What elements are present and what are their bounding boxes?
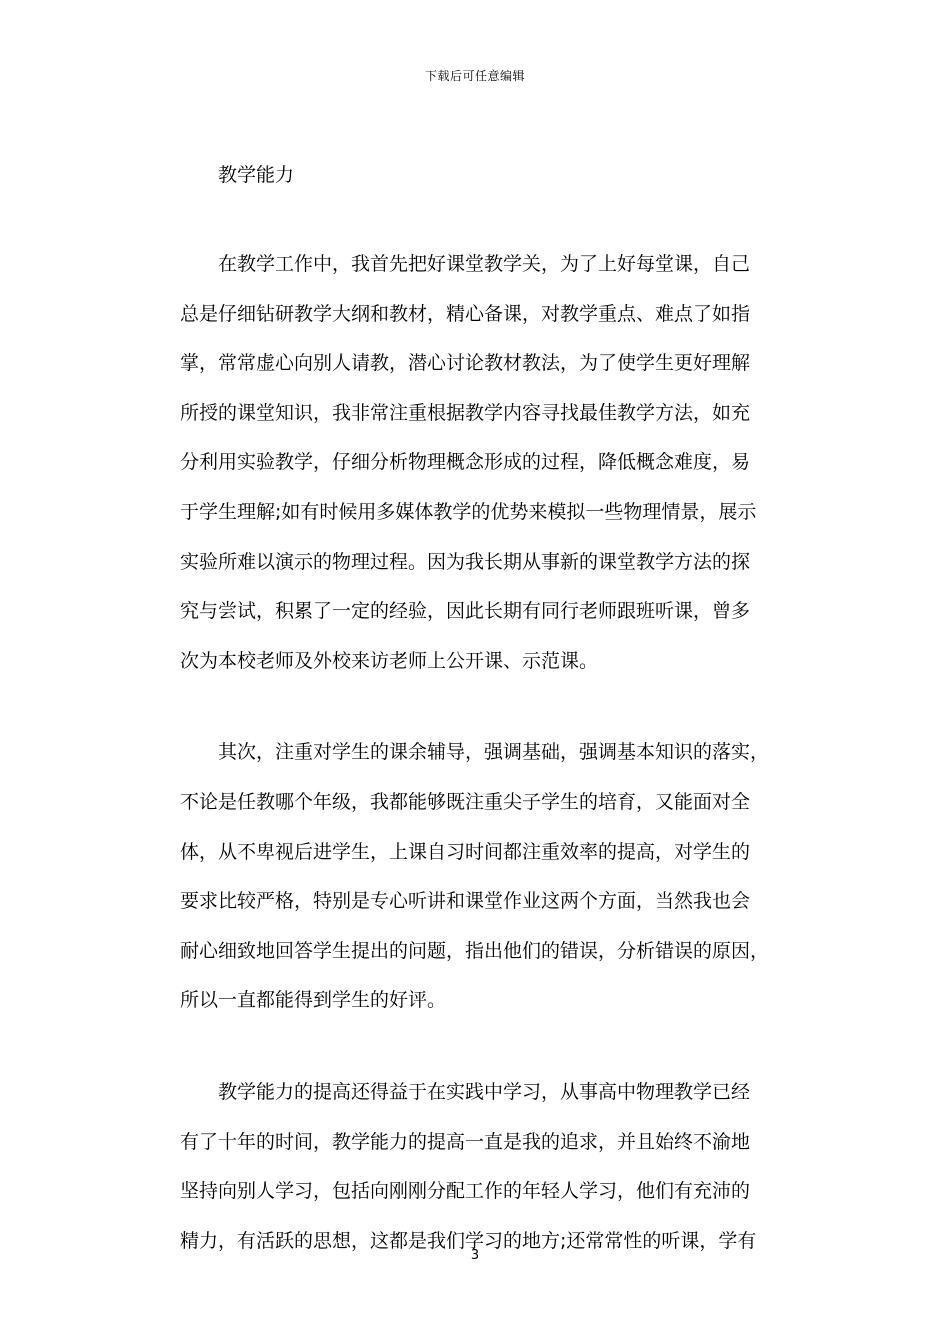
paragraph-line: 耐心细致地回答学生提出的问题，指出他们的错误，分析错误的原因， <box>180 939 770 962</box>
paragraph-line: 所授的课堂知识，我非常注重根据教学内容寻找最佳教学方法，如充 <box>180 401 751 424</box>
page-header-note: 下载后可任意编辑 <box>424 69 525 83</box>
document-body <box>180 152 770 1308</box>
paragraph-line: 究与尝试，积累了一定的经验，因此长期有同行老师跟班听课，曾多 <box>180 600 751 623</box>
paragraph-line: 总是仔细钻研教学大纲和教材，精心备课，对教学重点、难点了如指 <box>180 302 751 325</box>
paragraph-learning-in-practice <box>180 1068 765 1266</box>
paragraph-line: 坚持向别人学习，包括向刚刚分配工作的年轻人学习，他们有充沛的 <box>180 1180 751 1203</box>
paragraph-line: 次为本校老师及外校来访老师上公开课、示范课。 <box>180 649 599 672</box>
paragraph-teaching-approach <box>180 240 765 686</box>
paragraph-line: 掌，常常虚心向别人请教，潜心讨论教材教法，为了使学生更好理解 <box>180 352 751 375</box>
page-number: 3 <box>470 1248 480 1263</box>
paragraph-line: 在教学工作中，我首先把好课堂教学关，为了上好每堂课，自己 <box>218 253 751 275</box>
paragraph-line: 精力，有活跃的思想，这都是我们学习的地方;还常常性的听课，学有 <box>180 1229 757 1252</box>
paragraph-line: 体，从不卑视后进学生，上课自习时间都注重效率的提高，对学生的 <box>180 840 751 863</box>
paragraph-line: 所以一直都能得到学生的好评。 <box>180 989 447 1012</box>
paragraph-line: 有了十年的时间，教学能力的提高一直是我的追求，并且始终不渝地 <box>180 1130 751 1153</box>
paragraph-line: 分利用实验教学，仔细分析物理概念形成的过程，降低概念难度，易 <box>180 451 751 474</box>
paragraph-student-tutoring <box>180 728 770 1026</box>
paragraph-line: 教学能力的提高还得益于在实践中学习，从事高中物理教学已经 <box>218 1080 751 1103</box>
paragraph-line: 实验所难以演示的物理过程。因为我长期从事新的课堂教学方法的探 <box>180 550 751 573</box>
paragraph-line: 要求比较严格，特别是专心听讲和课堂作业这两个方面，当然我也会 <box>180 890 751 913</box>
section-heading: 教学能力 <box>218 164 295 186</box>
paragraph-line: 不论是任教哪个年级，我都能够既注重尖子学生的培育，又能面对全 <box>180 790 751 813</box>
paragraph-line: 其次，注重对学生的课余辅导，强调基础，强调基本知识的落实， <box>218 741 770 764</box>
paragraph-line: 于学生理解;如有时候用多媒体教学的优势来模拟一些物理情景，展示 <box>180 500 757 523</box>
